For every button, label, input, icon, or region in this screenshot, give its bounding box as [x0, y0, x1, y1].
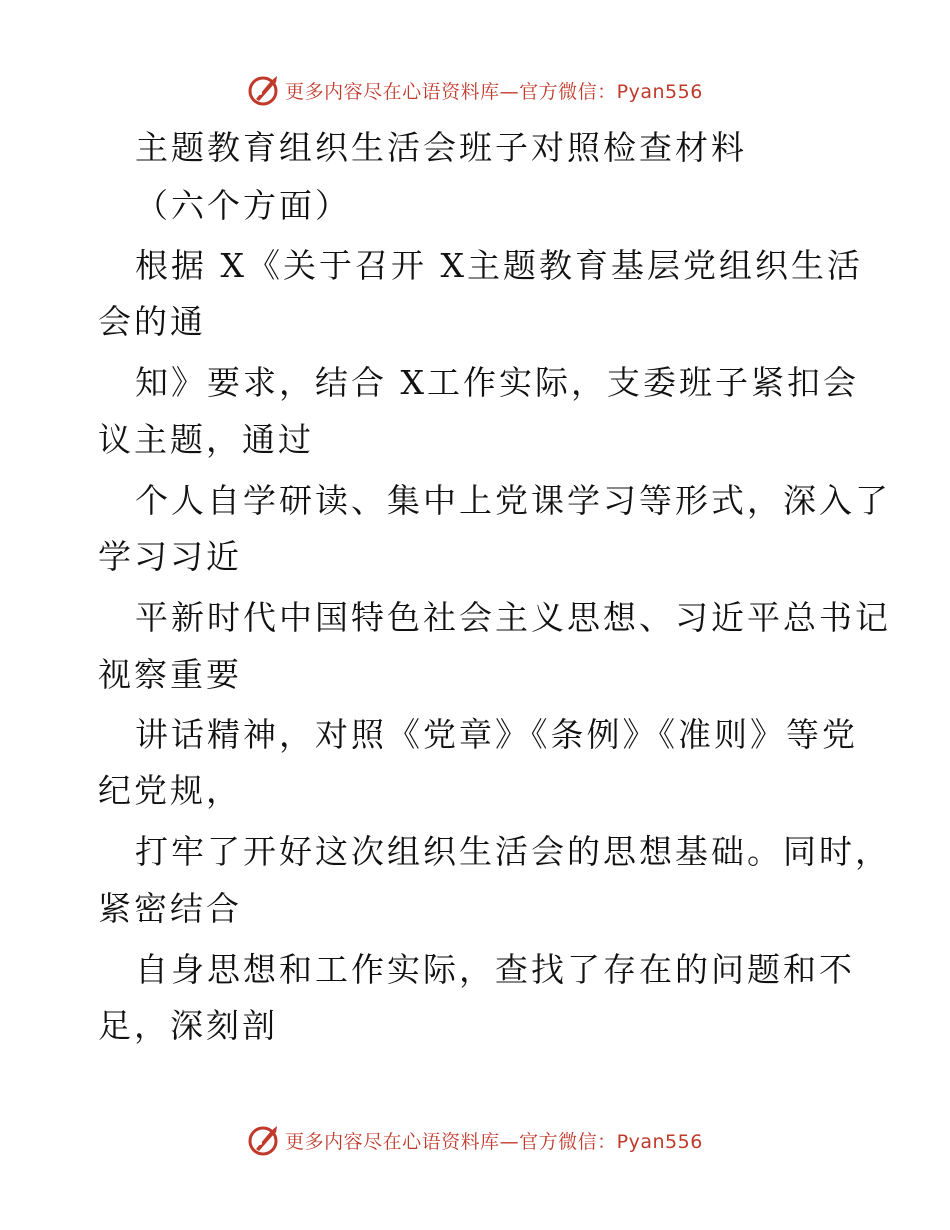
body-line: 紧密结合 — [98, 889, 242, 928]
header-banner-text: 更多内容尽在心语资料库—官方微信：Pyan556 — [285, 80, 703, 103]
body-line: 打牢了开好这次组织生活会的思想基础。同时， — [135, 832, 891, 871]
body-line: 个人自学研读、集中上党课学习等形式，深入了 — [135, 481, 891, 520]
quill-pen-logo-icon — [247, 73, 281, 107]
header-banner — [0, 70, 950, 110]
body-line: 讲话精神，对照《党章》《条例》《准则》等党 — [135, 715, 858, 754]
body-line: 议主题，通过 — [98, 420, 314, 459]
footer-banner — [0, 1120, 950, 1160]
footer-banner-text: 更多内容尽在心语资料库—官方微信：Pyan556 — [285, 1130, 703, 1153]
body-line: 平新时代中国特色社会主义思想、习近平总书记 — [135, 598, 891, 637]
body-line: 足，深刻剖 — [98, 1006, 278, 1045]
body-line: 知》要求，结合 X工作实际，支委班子紧扣会 — [135, 363, 859, 402]
document-subtitle: （六个方面） — [135, 186, 351, 225]
document-title: 主题教育组织生活会班子对照检查材料 — [135, 128, 747, 167]
body-line: 自身思想和工作实际，查找了存在的问题和不 — [135, 950, 855, 989]
body-line: 根据 X《关于召开 X主题教育基层党组织生活 — [135, 246, 863, 285]
body-line: 视察重要 — [98, 655, 242, 694]
body-line: 会的通 — [98, 302, 206, 341]
body-line: 纪党规， — [98, 771, 242, 810]
body-line: 学习习近 — [98, 537, 242, 576]
quill-pen-logo-icon — [247, 1123, 281, 1157]
